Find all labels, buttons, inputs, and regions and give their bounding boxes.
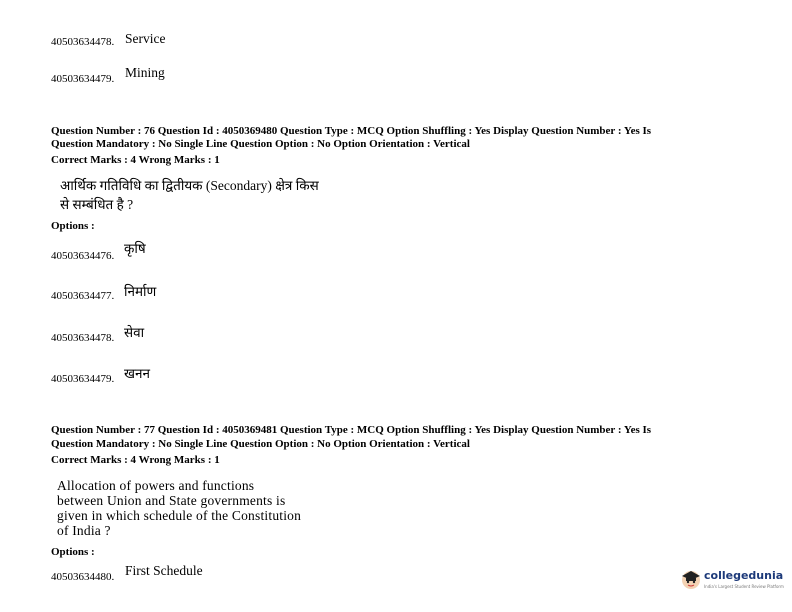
watermark-tagline: India's Largest Student Review Platform bbox=[704, 584, 784, 589]
question-meta: Question Number : 77 Question Id : 4050369481 Question Type : MCQ Option Shuffling : Yes Display Question Number : Yes Is bbox=[51, 424, 652, 436]
option-number: 40503634477. bbox=[51, 290, 115, 302]
option-text: निर्माण bbox=[124, 284, 157, 299]
question-text: आर्थिक गतिविधि का द्वितीयक (Secondary) क्षेत्र किस bbox=[60, 178, 319, 193]
option-number: 40503634479. bbox=[51, 73, 115, 85]
question-marks: Correct Marks : 4 Wrong Marks : 1 bbox=[51, 454, 220, 466]
option-text: Service bbox=[125, 31, 166, 46]
question-meta: Question Number : 76 Question Id : 4050369480 Question Type : MCQ Option Shuffling : Yes Display Question Number : Yes Is bbox=[51, 125, 652, 137]
option-number: 40503634479. bbox=[51, 373, 115, 385]
option-text: Mining bbox=[125, 65, 165, 80]
graduate-logo-icon bbox=[680, 568, 702, 590]
question-meta: Question Mandatory : No Single Line Question Option : No Option Orientation : Vertical bbox=[51, 138, 470, 150]
option-number: 40503634480. bbox=[51, 571, 115, 583]
question-text: Allocation of powers and functions bbox=[57, 478, 255, 493]
option-text: कृषि bbox=[124, 241, 146, 256]
watermark-brand: collegedunia bbox=[704, 569, 784, 582]
question-text: given in which schedule of the Constitution bbox=[57, 508, 302, 523]
question-marks: Correct Marks : 4 Wrong Marks : 1 bbox=[51, 154, 220, 166]
options-label: Options : bbox=[51, 220, 95, 232]
option-text: खनन bbox=[124, 366, 151, 381]
option-number: 40503634478. bbox=[51, 332, 115, 344]
collegedunia-watermark bbox=[680, 566, 784, 596]
question-text: से सम्बंधित है ? bbox=[60, 197, 134, 212]
option-number: 40503634478. bbox=[51, 36, 115, 48]
option-text: First Schedule bbox=[125, 563, 203, 578]
question-text: of India ? bbox=[57, 523, 111, 538]
question-text: between Union and State governments is bbox=[57, 493, 286, 508]
option-text: सेवा bbox=[124, 325, 145, 340]
option-number: 40503634476. bbox=[51, 250, 115, 262]
options-label: Options : bbox=[51, 546, 95, 558]
question-meta: Question Mandatory : No Single Line Question Option : No Option Orientation : Vertical bbox=[51, 438, 470, 450]
